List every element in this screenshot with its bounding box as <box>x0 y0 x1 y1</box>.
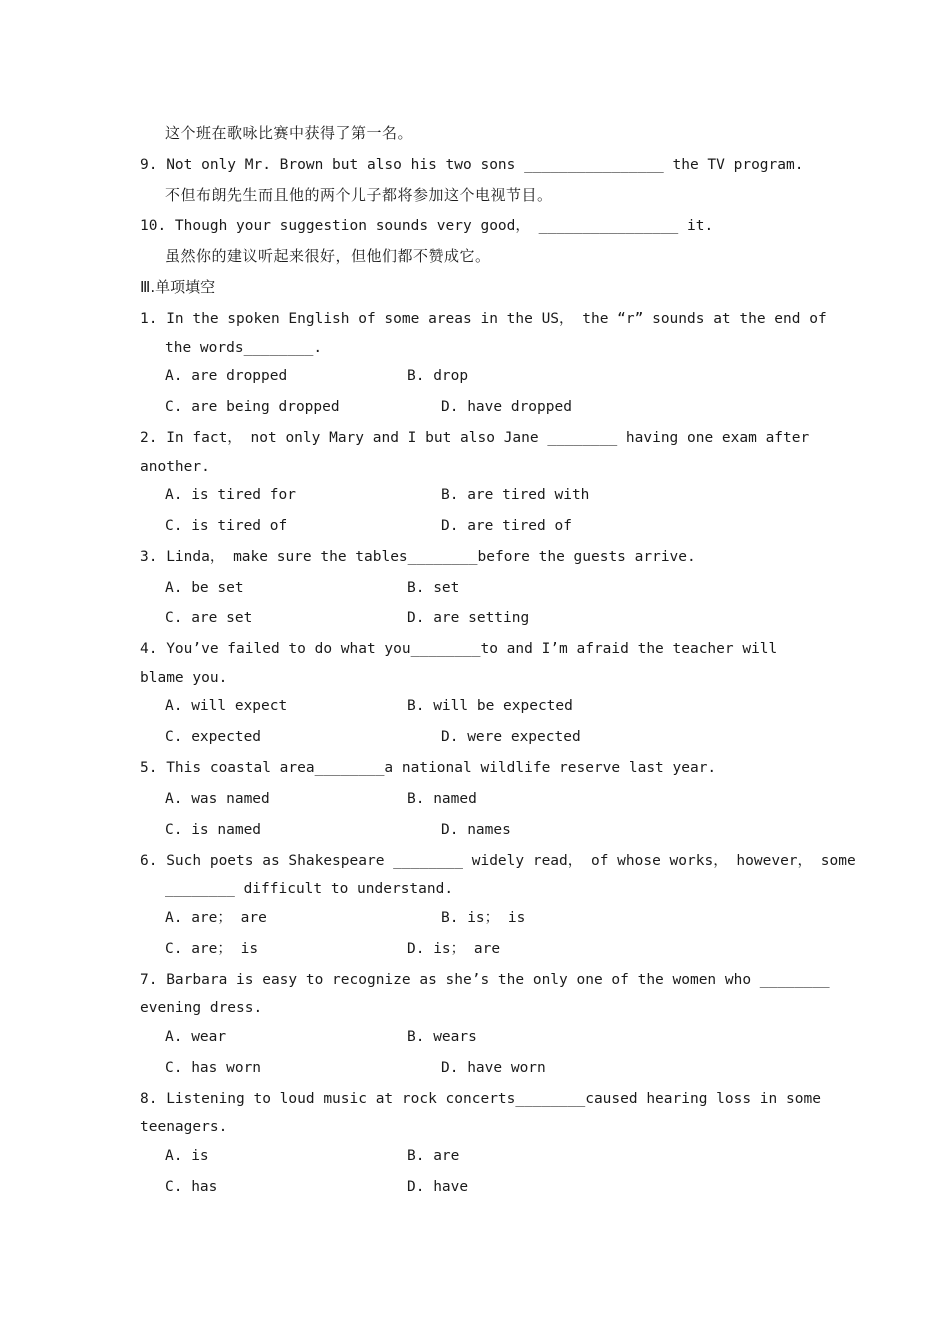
question-3-option-a: A. be set <box>165 580 244 596</box>
question-7-option-b: B. wears <box>407 1029 477 1045</box>
question-2-option-b: B. are tired with <box>441 487 590 503</box>
question-7-stem-line-1: 7. Barbara is easy to recognize as she’s the only one of the women who ________ <box>140 972 830 988</box>
section-heading: Ⅲ.单项填空 <box>140 278 216 296</box>
question-1-option-d: D. have dropped <box>441 399 572 415</box>
question-3-option-d: D. are setting <box>407 610 530 626</box>
question-1-option-b: B. drop <box>407 368 469 384</box>
question-6-option-c: C. are； is <box>165 941 259 957</box>
question-9-sentence: 9. Not only Mr. Brown but also his two sons ________________ the TV program. <box>140 157 804 173</box>
question-2-option-c: C. is tired of <box>165 518 288 534</box>
question-3-option-c: C. are set <box>165 610 253 626</box>
question-6-option-a: A. are； are <box>165 910 267 926</box>
question-8-option-d: D. have <box>407 1179 469 1195</box>
question-2-option-a: A. is tired for <box>165 487 296 503</box>
question-5-option-c: C. is named <box>165 822 262 838</box>
question-5-option-d: D. names <box>441 822 511 838</box>
question-7-option-d: D. have worn <box>441 1060 546 1076</box>
question-4-option-d: D. were expected <box>441 729 581 745</box>
question-5-option-a: A. was named <box>165 791 270 807</box>
question-7-stem-line-2: evening dress. <box>140 1000 263 1016</box>
question-9-translation: 不但布朗先生而且他的两个儿子都将参加这个电视节目。 <box>165 186 553 204</box>
question-1-stem-line-2: the words________. <box>165 340 323 356</box>
question-1-option-c: C. are being dropped <box>165 399 340 415</box>
question-4-stem-line-1: 4. You’ve failed to do what you________to and I’m afraid the teacher will <box>140 641 778 657</box>
question-4-option-a: A. will expect <box>165 698 288 714</box>
question-3-stem-line-1: 3. Linda， make sure the tables________before the guests arrive. <box>140 549 696 565</box>
question-8-option-a: A. is <box>165 1148 209 1164</box>
question-8-option-b: B. are <box>407 1148 460 1164</box>
question-6-stem-line-1: 6. Such poets as Shakespeare ________ widely read， of whose works， however， some <box>140 853 856 869</box>
question-4-option-c: C. expected <box>165 729 262 745</box>
question-8-stem-line-1: 8. Listening to loud music at rock concerts________caused hearing loss in some <box>140 1091 821 1107</box>
translation-line: 这个班在歌咏比赛中获得了第一名。 <box>165 124 414 142</box>
question-7-option-a: A. wear <box>165 1029 227 1045</box>
question-4-option-b: B. will be expected <box>407 698 573 714</box>
question-1-stem-line-1: 1. In the spoken English of some areas in the US， the “r” sounds at the end of <box>140 311 827 327</box>
question-5-stem-line-1: 5. This coastal area________a national wildlife reserve last year. <box>140 760 717 776</box>
question-8-option-c: C. has <box>165 1179 218 1195</box>
question-4-stem-line-2: blame you. <box>140 670 228 686</box>
question-7-option-c: C. has worn <box>165 1060 262 1076</box>
question-6-option-d: D. is； are <box>407 941 501 957</box>
question-2-stem-line-1: 2. In fact， not only Mary and I but also Jane ________ having one exam after <box>140 430 810 446</box>
question-2-stem-line-2: another. <box>140 459 210 475</box>
question-8-stem-line-2: teenagers. <box>140 1119 228 1135</box>
question-10-sentence: 10. Though your suggestion sounds very good， ________________ it. <box>140 218 714 234</box>
question-6-stem-line-2: ________ difficult to understand. <box>165 881 454 897</box>
question-2-option-d: D. are tired of <box>441 518 572 534</box>
question-1-option-a: A. are dropped <box>165 368 288 384</box>
question-3-option-b: B. set <box>407 580 460 596</box>
question-6-option-b: B. is； is <box>441 910 526 926</box>
question-10-translation: 虽然你的建议听起来很好，但他们都不赞成它。 <box>165 247 491 265</box>
question-5-option-b: B. named <box>407 791 477 807</box>
